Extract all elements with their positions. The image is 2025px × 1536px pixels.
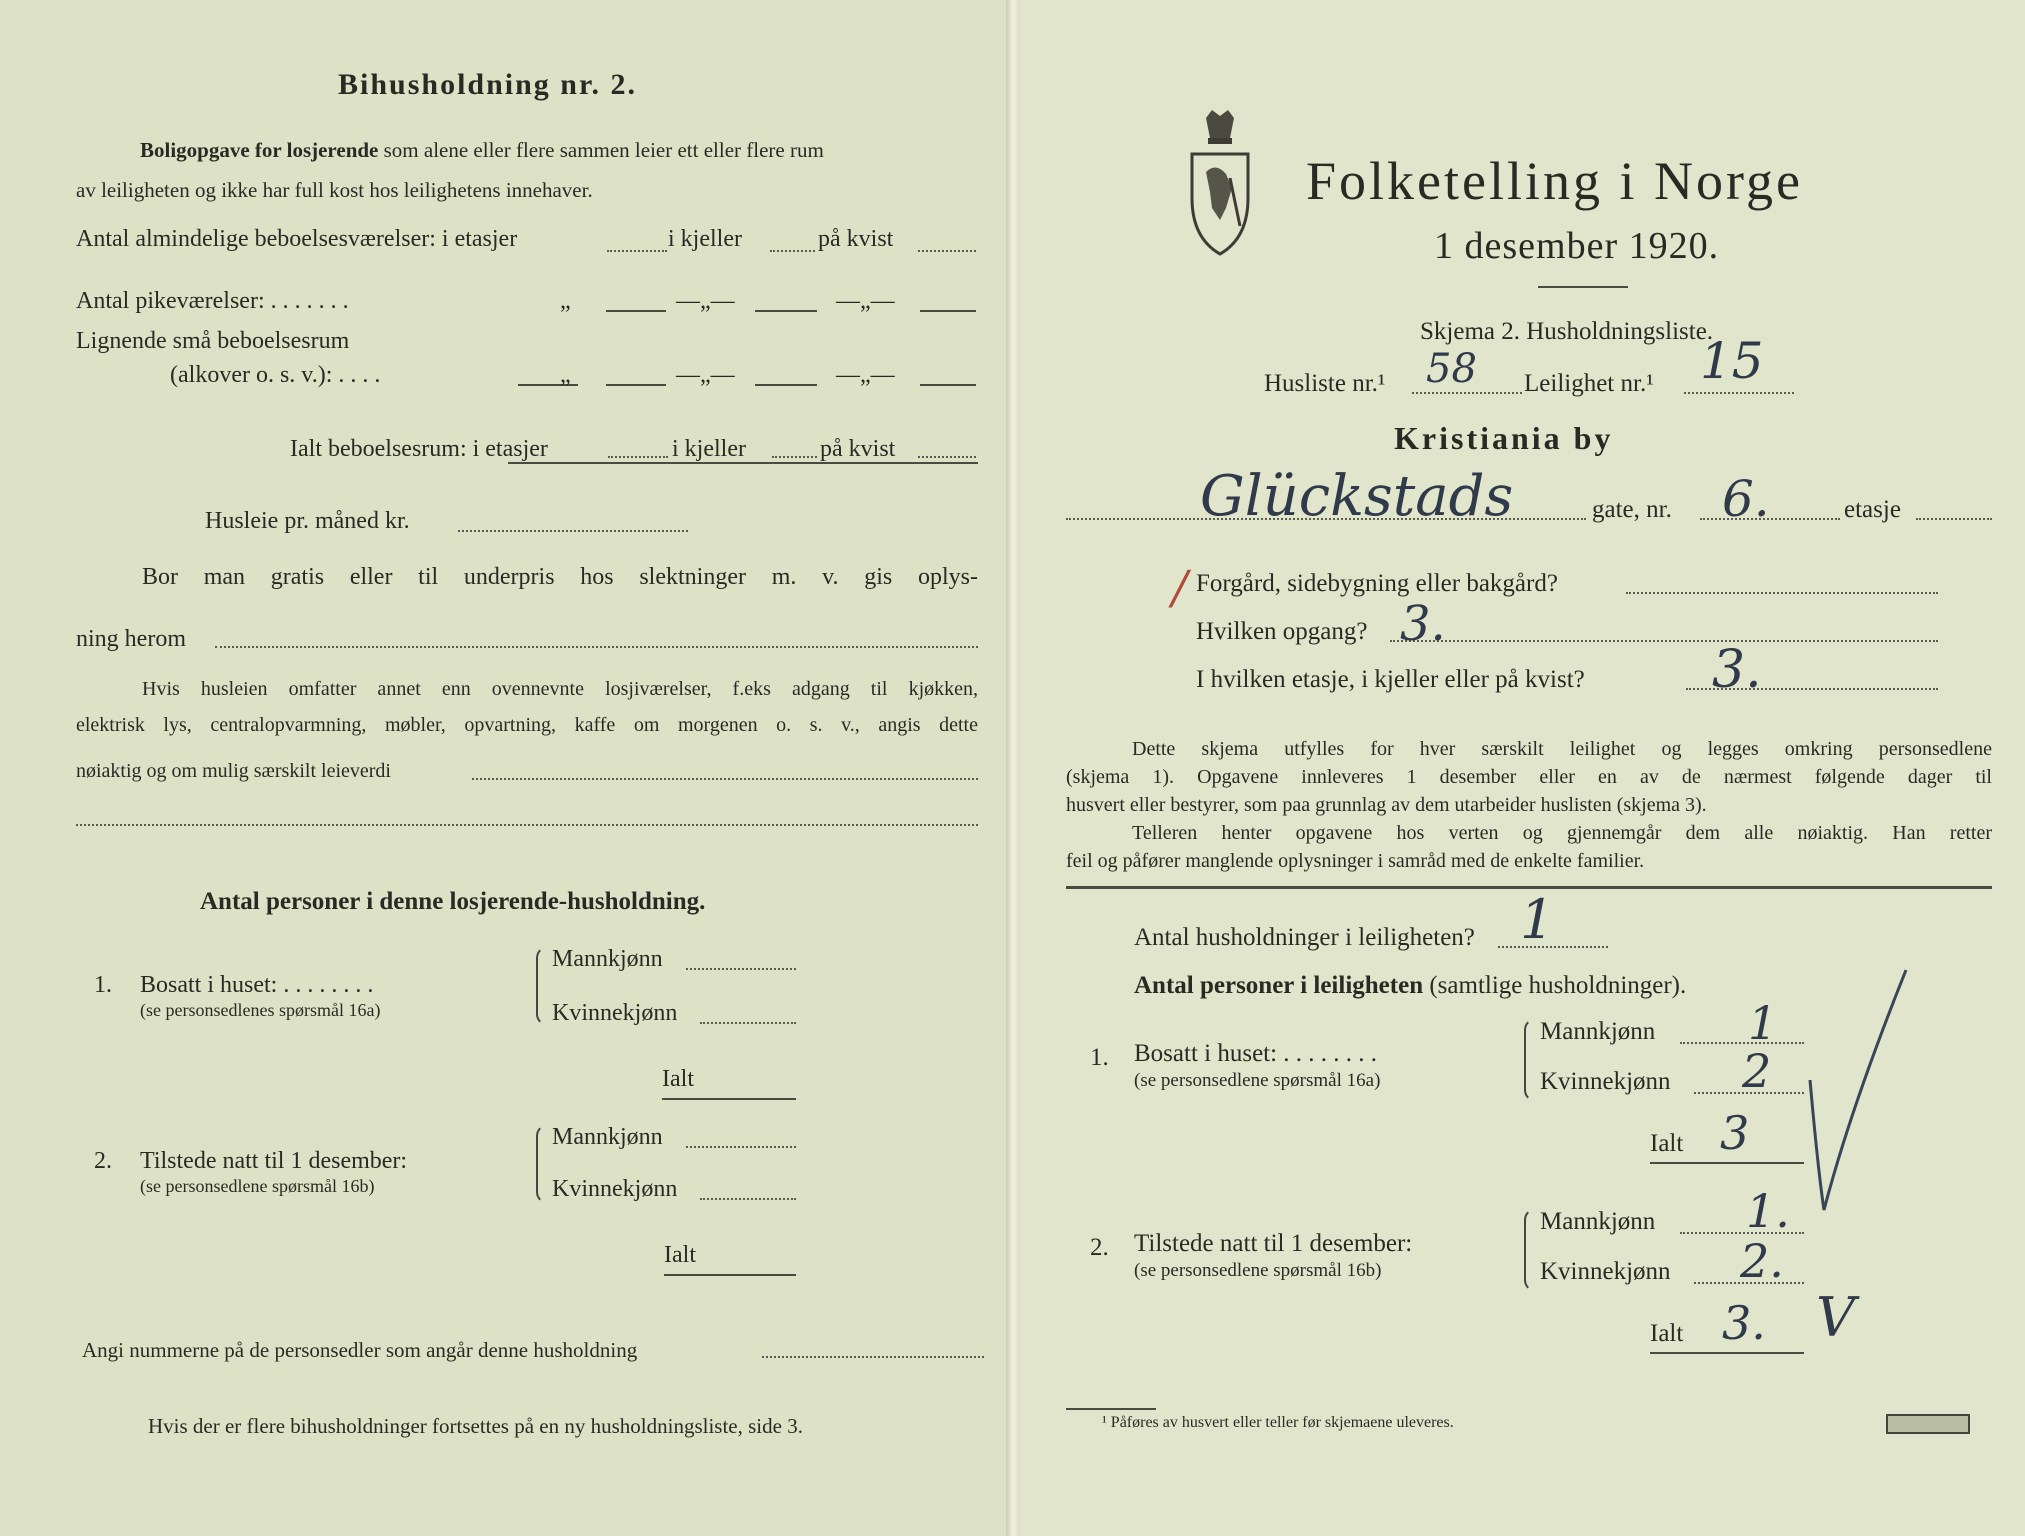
left-q1-label: Bosatt i huset: . . . . . . . . (140, 972, 374, 998)
right-persons-heading (1134, 972, 1686, 1000)
right-q2-brace (1524, 1208, 1536, 1292)
city-label: Kristiania by (1394, 420, 1614, 456)
right-q2-male-label: Mannkjønn (1540, 1208, 1656, 1235)
intro-line-2: av leiligheten og ikke har full kost hos leilighetens innehaver. (76, 178, 593, 202)
left-q2-total-field[interactable] (664, 1274, 796, 1276)
left-q2-number: 2. (94, 1148, 112, 1174)
left-q2-female-field[interactable] (700, 1198, 796, 1200)
census-date: 1 desember 1920. (1434, 225, 1720, 267)
small-rooms-label-1: Lignende små beboelsesrum (76, 328, 350, 354)
maid-kjeller-field[interactable] (755, 310, 817, 312)
info-line-1: Dette skjema utfylles for hver særskilt leilighet og legges omkring personsedlene (1132, 738, 1992, 760)
left-title: Bihusholdning nr. 2. (338, 68, 638, 101)
maid-rooms-label: Antal pikeværelser: . . . . . . . (76, 288, 349, 314)
etasje-question-value[interactable]: 3. (1712, 640, 1762, 700)
forgard-field[interactable] (1626, 592, 1938, 594)
opgang-value[interactable]: 3. (1400, 596, 1446, 652)
right-q2-total-label: Ialt (1650, 1320, 1684, 1347)
small-kjeller-field[interactable] (755, 384, 817, 386)
right-q1-total-value[interactable]: 3 (1720, 1106, 1750, 1160)
households-value[interactable]: 1 (1520, 888, 1555, 951)
right-q2-sub: (se personsedlene spørsmål 16b) (1134, 1260, 1382, 1281)
left-page (0, 0, 1008, 1536)
incl-line-3: nøiaktig og om mulig særskilt leieverdi (76, 760, 391, 782)
maid-ditto-3: —„— (836, 288, 895, 314)
right-q1-number: 1. (1090, 1044, 1109, 1071)
incl-field-1[interactable] (472, 778, 978, 780)
info-line-5: feil og påfører manglende oplysninger i samråd med de enkelte familier. (1066, 850, 1645, 872)
incl-line-2: elektrisk lys, centralopvarmning, møbler, opvartning, kaffe om morgenen o. s. v., angis dette (76, 714, 978, 736)
rent-field[interactable] (458, 530, 688, 532)
total-kjeller-field[interactable] (772, 456, 817, 458)
right-q1-label: Bosatt i huset: . . . . . . . . (1134, 1040, 1378, 1067)
leilighet-field[interactable] (1684, 392, 1794, 394)
gratis-line-1: Bor man gratis eller til underpris hos slektninger m. v. gis oplys- (142, 564, 978, 590)
maid-ditto-2: —„— (676, 288, 735, 314)
street-field[interactable] (1066, 518, 1586, 520)
leilighet-value[interactable]: 15 (1700, 332, 1764, 390)
right-q2-check-mark: V (1816, 1286, 1855, 1349)
left-q1-female-label: Kvinnekjønn (552, 1000, 678, 1026)
right-q2-total-field[interactable] (1650, 1352, 1804, 1354)
info-line-4: Telleren henter opgavene hos verten og gjennemgår dem alle nøiaktig. Han retter (1132, 822, 1992, 844)
intro-line-1 (140, 138, 824, 163)
maid-ditto-1: „ (560, 288, 571, 314)
intro-bold: Boligopgave for losjerende (140, 138, 379, 162)
left-q2-brace (536, 1124, 548, 1204)
opgang-field[interactable] (1390, 640, 1938, 642)
small-kvist-field[interactable] (920, 384, 976, 386)
gate-value[interactable]: 6. (1722, 470, 1770, 528)
small-etasjer-field[interactable] (606, 384, 666, 386)
footnote: ¹ Påføres av husvert eller teller før skjemaene uleveres. (1102, 1414, 1454, 1431)
left-q1-sub: (se personsedlenes spørsmål 16a) (140, 1000, 381, 1020)
left-q1-brace (536, 946, 548, 1026)
rooms-etasjer-field[interactable] (607, 250, 667, 252)
gate-field[interactable] (1700, 518, 1840, 520)
right-q1-total-label: Ialt (1650, 1130, 1684, 1157)
total-etasjer-field[interactable] (608, 456, 668, 458)
forgard-label: Forgård, sidebygning eller bakgård? (1196, 570, 1558, 597)
left-q1-number: 1. (94, 972, 112, 998)
etasje-question-label: I hvilken etasje, i kjeller eller på kvist? (1196, 666, 1585, 693)
printer-stamp (1886, 1414, 1970, 1434)
large-check-icon (1780, 960, 1920, 1220)
left-q1-total-field[interactable] (662, 1098, 796, 1100)
right-q1-brace (1524, 1018, 1536, 1102)
households-label: Antal husholdninger i leiligheten? (1134, 924, 1475, 951)
right-q1-sub: (se personsedlene spørsmål 16a) (1134, 1070, 1381, 1091)
intro-rest: som alene eller flere sammen leier ett eller flere rum (383, 138, 824, 162)
total-kjeller-label: i kjeller (672, 436, 746, 462)
left-q2-total-label: Ialt (664, 1242, 696, 1268)
schema-label: Skjema 2. Husholdningsliste. (1420, 318, 1714, 345)
gratis-line-2: ning herom (76, 626, 186, 652)
rooms-kjeller-label: i kjeller (668, 226, 742, 252)
rent-label: Husleie pr. måned kr. (205, 508, 410, 534)
small-rooms-label-2: (alkover o. s. v.): . . . . (170, 362, 381, 388)
left-q1-male-label: Mannkjønn (552, 946, 663, 972)
left-q2-female-label: Kvinnekjønn (552, 1176, 678, 1202)
total-kvist-field[interactable] (918, 456, 976, 458)
left-q2-male-field[interactable] (686, 1146, 796, 1148)
gratis-field[interactable] (215, 646, 978, 648)
rooms-kvist-field[interactable] (918, 250, 976, 252)
maid-kvist-field[interactable] (920, 310, 976, 312)
right-q2-number: 2. (1090, 1234, 1109, 1261)
etasje-field[interactable] (1916, 518, 1992, 520)
rooms-kvist-label: på kvist (818, 226, 894, 252)
husliste-field[interactable] (1412, 392, 1522, 394)
maid-etasjer-field[interactable] (606, 310, 666, 312)
husliste-value[interactable]: 58 (1426, 346, 1477, 392)
street-value[interactable]: Glückstads (1200, 464, 1514, 529)
leilighet-label: Leilighet nr.¹ (1524, 370, 1654, 397)
husliste-label: Husliste nr.¹ (1264, 370, 1386, 397)
opgang-label: Hvilken opgang? (1196, 618, 1368, 645)
gate-label: gate, nr. (1592, 496, 1672, 523)
left-q1-female-field[interactable] (700, 1022, 796, 1024)
rooms-row-label: Antal almindelige beboelsesværelser: i etasjer (76, 226, 518, 252)
small-ditto-3: —„— (836, 362, 895, 388)
etasje-label: etasje (1844, 496, 1901, 523)
incl-field-2[interactable] (76, 824, 978, 826)
right-q1-male-value[interactable]: 1 (1748, 996, 1778, 1050)
left-q1-total-label: Ialt (662, 1066, 694, 1092)
left-q1-male-field[interactable] (686, 968, 796, 970)
left-q2-sub: (se personsedlene spørsmål 16b) (140, 1176, 375, 1196)
right-persons-heading-bold: Antal personer i leiligheten (1134, 972, 1424, 999)
info-line-3: husvert eller bestyrer, som paa grunnlag av dem utarbeider huslisten (skjema 3). (1066, 794, 1707, 816)
right-q1-female-value[interactable]: 2 (1742, 1044, 1772, 1098)
rooms-kjeller-field[interactable] (770, 250, 815, 252)
info-line-2: (skjema 1). Opgavene innleveres 1 desember eller en av de nærmest følgende dager til (1066, 766, 1992, 788)
left-q2-male-label: Mannkjønn (552, 1124, 663, 1150)
right-title: Folketelling i Norge (1306, 151, 1803, 211)
right-q2-label: Tilstede natt til 1 desember: (1134, 1230, 1413, 1257)
coat-of-arms-icon (1186, 108, 1254, 258)
left-persons-heading: Antal personer i denne losjerende-husholdning. (200, 888, 706, 915)
right-q2-female-value[interactable]: 2. (1740, 1234, 1784, 1288)
date-rule (1538, 286, 1628, 288)
footnote-rule (1066, 1408, 1156, 1410)
right-persons-heading-rest: (samtlige husholdninger). (1429, 972, 1687, 999)
left-footer: Hvis der er flere bihusholdninger fortsettes på en ny husholdningsliste, side 3. (148, 1414, 803, 1438)
left-q2-label: Tilstede natt til 1 desember: (140, 1148, 408, 1174)
incl-line-1: Hvis husleien omfatter annet enn ovennevnte losjiværelser, f.eks adgang til kjøkken, (142, 678, 978, 700)
small-ditto-1: „ (560, 362, 571, 388)
small-ditto-2: —„— (676, 362, 735, 388)
right-q1-male-label: Mannkjønn (1540, 1018, 1656, 1045)
right-q2-total-value[interactable]: 3. (1722, 1296, 1766, 1350)
total-rooms-label: Ialt beboelsesrum: i etasjer (290, 436, 548, 462)
left-numbers-field[interactable] (762, 1356, 984, 1358)
right-q2-female-label: Kvinnekjønn (1540, 1258, 1671, 1285)
right-q1-female-label: Kvinnekjønn (1540, 1068, 1671, 1095)
right-page (1020, 0, 2025, 1536)
left-numbers-label: Angi nummerne på de personsedler som angår denne husholdning (82, 1338, 638, 1362)
total-kvist-label: på kvist (820, 436, 896, 462)
forgard-mark[interactable]: / (1172, 560, 1188, 614)
right-q2-male-value[interactable]: 1. (1746, 1184, 1790, 1238)
